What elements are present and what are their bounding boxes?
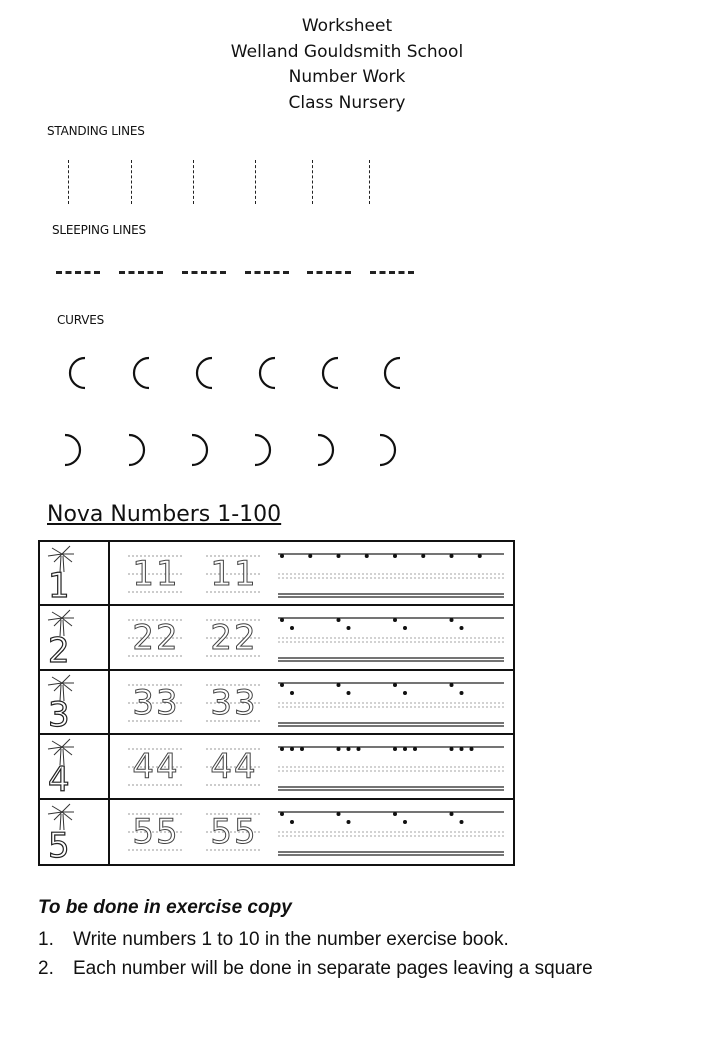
large-number-outline: 4 bbox=[48, 759, 70, 798]
curve-trace bbox=[375, 353, 405, 393]
number-row bbox=[40, 800, 513, 864]
instruction-text: Each number will be done in separate pages leaving a square bbox=[73, 958, 593, 979]
number-trace-box bbox=[204, 810, 264, 854]
standing-line-trace bbox=[193, 160, 194, 204]
number-row bbox=[40, 542, 513, 606]
number-trace-box bbox=[126, 810, 186, 854]
standing-line-trace bbox=[255, 160, 256, 204]
writing-practice-lines bbox=[276, 612, 506, 664]
sleeping-line-trace bbox=[245, 271, 289, 274]
large-number-outline: 2 bbox=[48, 630, 70, 669]
dotted-number-trace: 55 bbox=[132, 811, 180, 852]
standing-line-trace bbox=[131, 160, 132, 204]
nova-numbers-title: Nova Numbers 1-100 bbox=[47, 502, 282, 527]
dotted-number-trace: 22 bbox=[210, 618, 258, 659]
writing-practice-lines bbox=[276, 677, 506, 729]
reverse-curve-trace bbox=[187, 430, 217, 470]
curve-trace bbox=[60, 353, 90, 393]
number-trace-box bbox=[126, 745, 186, 789]
instruction-number: 1. bbox=[38, 929, 54, 950]
writing-practice-lines bbox=[276, 806, 506, 858]
large-number-outline: 3 bbox=[48, 695, 70, 734]
instructions-title: To be done in exercise copy bbox=[38, 897, 292, 918]
number-trace-box bbox=[204, 616, 264, 660]
dotted-number-trace: 33 bbox=[210, 682, 258, 723]
writing-practice-lines bbox=[276, 741, 506, 793]
reverse-curve-trace bbox=[313, 430, 343, 470]
curve-trace bbox=[187, 353, 217, 393]
sleeping-line-trace bbox=[56, 271, 100, 274]
sleeping-line-trace bbox=[307, 271, 351, 274]
instruction-item bbox=[38, 925, 658, 954]
sleeping-line-trace bbox=[182, 271, 226, 274]
dotted-number-trace: 11 bbox=[132, 554, 180, 594]
worksheet-header bbox=[0, 14, 694, 116]
curve-trace bbox=[124, 353, 154, 393]
curve-trace bbox=[313, 353, 343, 393]
reverse-curve-trace bbox=[250, 430, 280, 470]
number-trace-box bbox=[126, 681, 186, 725]
curve-trace bbox=[250, 353, 280, 393]
dotted-number-trace: 11 bbox=[210, 554, 258, 594]
worksheet-title: Worksheet bbox=[301, 16, 393, 36]
large-number-outline: 1 bbox=[48, 566, 70, 605]
number-tracing-grid bbox=[38, 540, 515, 866]
dotted-number-trace: 44 bbox=[132, 747, 180, 788]
writing-practice-lines bbox=[276, 548, 506, 600]
standing-lines-label: STANDING LINES bbox=[47, 124, 145, 138]
reverse-curve-trace bbox=[124, 430, 154, 470]
instruction-item bbox=[38, 954, 658, 1012]
reverse-curve-trace bbox=[60, 430, 90, 470]
number-trace-box bbox=[204, 681, 264, 725]
curves-label: CURVES bbox=[57, 313, 105, 327]
class-name: Class Nursery bbox=[288, 92, 406, 113]
dotted-number-trace: 44 bbox=[210, 747, 258, 788]
instruction-number: 2. bbox=[38, 958, 54, 979]
palm-tree-icon bbox=[40, 735, 110, 797]
standing-line-trace bbox=[68, 160, 69, 204]
reverse-curve-trace bbox=[375, 430, 405, 470]
palm-tree-icon bbox=[40, 542, 110, 604]
large-number-outline: 5 bbox=[48, 825, 70, 864]
subject-name: Number Work bbox=[288, 67, 406, 87]
dotted-number-trace: 33 bbox=[132, 682, 180, 723]
instruction-text: Write numbers 1 to 10 in the number exercise book. bbox=[73, 929, 509, 950]
number-trace-box bbox=[126, 552, 186, 596]
number-trace-box bbox=[126, 616, 186, 660]
palm-tree-icon bbox=[40, 800, 110, 864]
sleeping-line-trace bbox=[119, 271, 163, 274]
dotted-number-trace: 55 bbox=[210, 811, 258, 852]
sleeping-lines-label: SLEEPING LINES bbox=[52, 223, 146, 237]
number-row bbox=[40, 671, 513, 735]
number-row bbox=[40, 735, 513, 799]
dotted-number-trace: 22 bbox=[132, 618, 180, 659]
palm-tree-icon bbox=[40, 671, 110, 733]
number-trace-box bbox=[204, 552, 264, 596]
standing-line-trace bbox=[369, 160, 370, 204]
sleeping-line-trace bbox=[370, 271, 414, 274]
palm-tree-icon bbox=[40, 606, 110, 668]
number-trace-box bbox=[204, 745, 264, 789]
school-name: Welland Gouldsmith School bbox=[230, 41, 464, 62]
standing-line-trace bbox=[312, 160, 313, 204]
number-row bbox=[40, 606, 513, 670]
